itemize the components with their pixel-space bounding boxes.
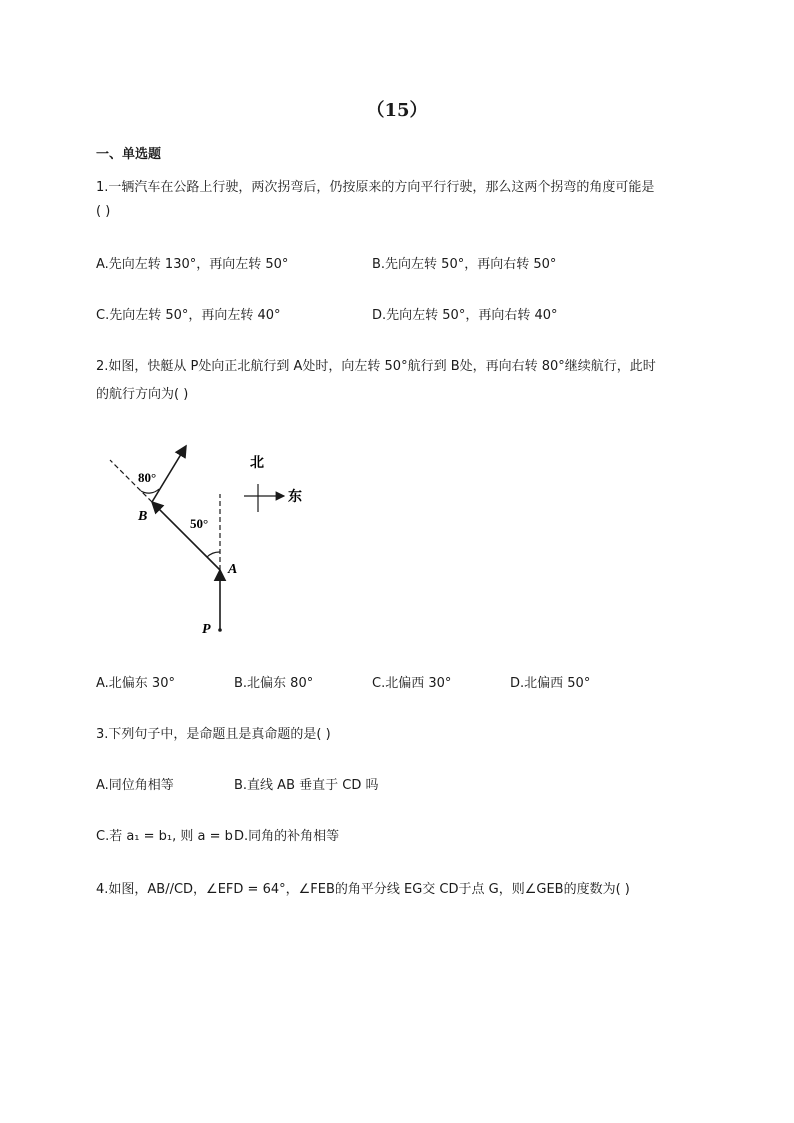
page-title: （15）: [366, 100, 428, 121]
q3-stem: 3.下列句子中，是命题且是真命题的是( ): [96, 727, 331, 742]
q2-option-b[interactable]: B.北偏东 80°: [234, 676, 314, 691]
q3-option-d[interactable]: D.同角的补角相等: [234, 829, 340, 844]
q2-option-c[interactable]: C.北偏西 30°: [372, 676, 452, 691]
label-80: 80°: [138, 470, 157, 485]
q4-stem: 4.如图，AB//CD，∠EFD = 64°，∠FEB的角平分线 EG交 CD于点 G，则∠GEB的度数为( ): [96, 882, 630, 897]
q3-option-a[interactable]: A.同位角相等: [96, 778, 174, 793]
angle-arc-80: [141, 489, 159, 493]
point-p: [218, 628, 222, 632]
q1-stem-line2: ( ): [96, 204, 111, 219]
q2-stem-line2: 的航行方向为( ): [96, 387, 189, 402]
label-a: A: [228, 562, 238, 577]
label-east: 东: [288, 490, 302, 505]
q2-option-d[interactable]: D.北偏西 50°: [510, 676, 591, 691]
q1-option-c[interactable]: C.先向左转 50°，再向左转 40°: [96, 308, 281, 323]
label-b: B: [138, 509, 148, 524]
q2-navigation-figure: [100, 430, 320, 640]
path-a-to-b: [152, 502, 220, 570]
section-heading: 一、单选题: [96, 147, 162, 162]
label-north: 北: [250, 456, 264, 471]
q2-option-a[interactable]: A.北偏东 30°: [96, 676, 175, 691]
label-p: P: [202, 622, 211, 637]
q2-stem-line1: 2.如图，快艇从 P处向正北航行到 A处时，向左转 50°航行到 B处，再向右转 80°继续航行，此时: [96, 359, 656, 374]
path-from-b: [152, 446, 186, 502]
q1-option-d[interactable]: D.先向左转 50°，再向右转 40°: [372, 308, 558, 323]
angle-arc-50: [207, 552, 220, 557]
q3-option-c[interactable]: C.若 a₁ = b₁, 则 a = b: [96, 829, 233, 844]
label-50: 50°: [190, 516, 209, 531]
q1-stem-line1: 1.一辆汽车在公路上行驶，两次拐弯后，仍按原来的方向平行行驶，那么这两个拐弯的角度可能是: [96, 180, 655, 195]
q3-option-b[interactable]: B.直线 AB 垂直于 CD 吗: [234, 778, 379, 793]
q1-option-b[interactable]: B.先向左转 50°，再向右转 50°: [372, 257, 557, 272]
q1-option-a[interactable]: A.先向左转 130°，再向左转 50°: [96, 257, 289, 272]
